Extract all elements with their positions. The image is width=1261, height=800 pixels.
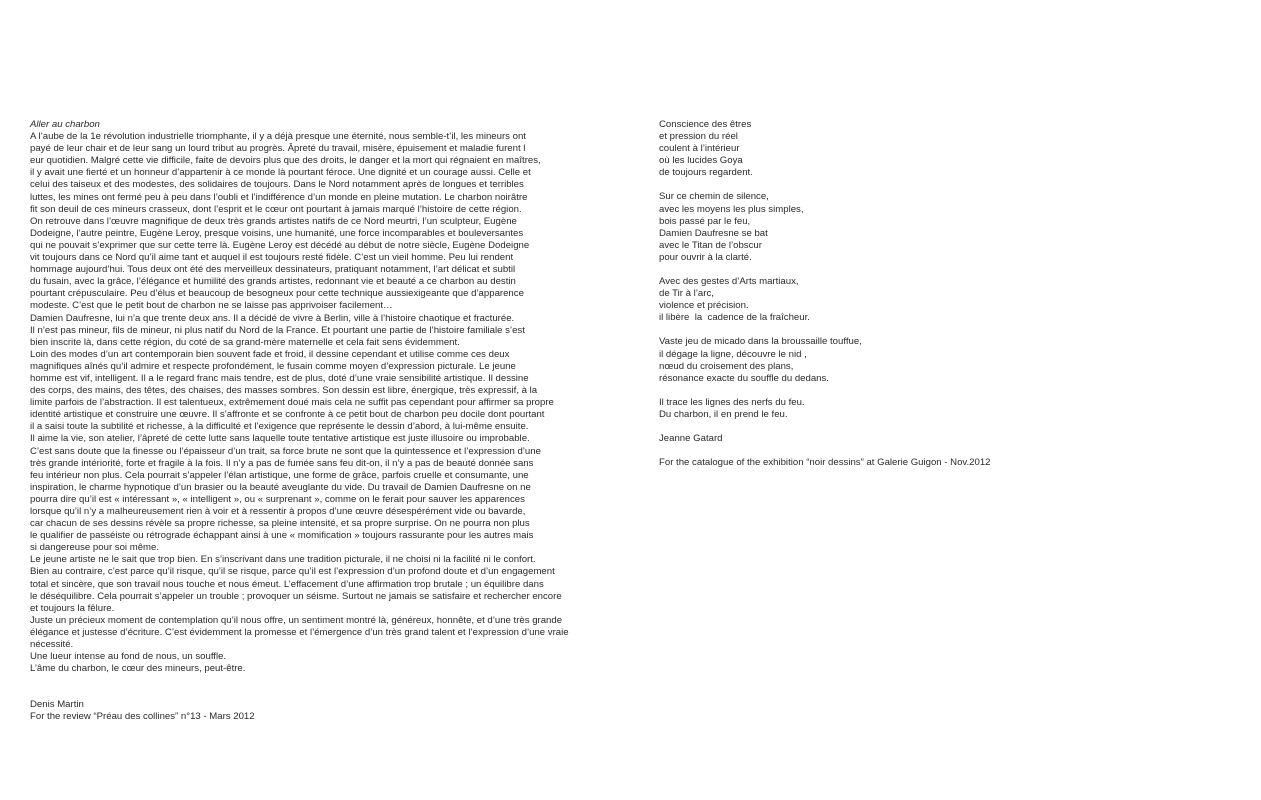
poem-source: For the catalogue of the exhibition “noir dessins” at Galerie Guigon - Nov.2012 bbox=[659, 457, 991, 469]
essay-line: bien inscrite là, dans cette région, du coté de sa grand-mère maternelle et cela fait sens évidemment. bbox=[30, 336, 460, 348]
essay-line: homme est vif, intelligent. Il a le regard franc mais tendre, est de plus, doté d’une vraie sensibilité artistique. Il dessine bbox=[30, 372, 529, 384]
essay-column bbox=[30, 119, 590, 724]
essay-line: Une lueur intense au fond de nous, un souffle. bbox=[30, 651, 227, 663]
essay-line: le déséquilibre. Cela pourrait s’appeler un trouble ; provoquer un séisme. Surtout ne jamais se satisfaire et rechercher encore bbox=[30, 590, 562, 602]
poem-column bbox=[659, 119, 1179, 469]
poem-author: Jeanne Gatard bbox=[659, 432, 723, 444]
essay-line: très grande intériorité, forte et fragile à la fois. Il n’y a pas de fumée sans feu dit-on, il n’y a pas de beauté donnée sans bbox=[30, 457, 534, 469]
essay-line: qui ne pouvait s’exprimer que sur cette terre là. Eugène Leroy est décédé au début de notre siècle, Eugène Dodeigne bbox=[30, 239, 530, 251]
poem-line: Du charbon, il en prend le feu. bbox=[659, 408, 788, 420]
essay-line: On retrouve dans l’œuvre magnifique de deux très grands artistes natifs de ce Nord meurtri, l’un sculpteur, Eugène bbox=[30, 215, 517, 227]
essay-line: total et sincère, que son travail nous touche et nous émeut. L’effacement d’une affirmation trop brutale ; un équilibre dans bbox=[30, 578, 544, 590]
poem-line: nœud du croisement des plans, bbox=[659, 360, 794, 372]
essay-line: Il n’est pas mineur, fils de mineur, ni plus natif du Nord de la France. Et pourtant une partie de l’histoire familiale s’est bbox=[30, 324, 525, 336]
essay-line: il y avait une fierté et un honneur d’appartenir à ce monde là pourtant féroce. Une dignité et un courage aussi. Celle et bbox=[30, 167, 531, 179]
poem-line: avec le Titan de l’obscur bbox=[659, 239, 762, 251]
poem-line: Vaste jeu de micado dans la broussaille touffue, bbox=[659, 336, 862, 348]
poem-line: avec les moyens les plus simples, bbox=[659, 203, 804, 215]
essay-line: limite parfois de l’abstraction. Il est talentueux, extrêmement doué mais cela ne suffit pas cependant pour affirmer sa propre bbox=[30, 397, 554, 409]
poem-line: pour ouvrir à la clarté. bbox=[659, 251, 752, 263]
essay-line: modeste. C’est que le petit bout de charbon ne se laisse pas apprivoiser facilement… bbox=[30, 300, 393, 312]
essay-line: feu intérieur non plus. Cela pourrait s’appeler l’élan artistique, une forme de grâce, parfois cruelle et consumante, une bbox=[30, 469, 529, 481]
essay-line: nécessité. bbox=[30, 639, 74, 651]
essay-line: eur quotidien. Malgré cette vie difficile, faite de devoirs plus que des droits, le danger et la mort qui régnaient en maîtres, bbox=[30, 155, 541, 167]
poem-stanza bbox=[659, 397, 1179, 421]
poem-line: Il trace les lignes des nerfs du feu. bbox=[659, 396, 805, 408]
essay-line: Damien Daufresne, lui n’a que trente deux ans. Il a décidé de vivre à Berlin, ville à l’histoire chaotique et fracturée. bbox=[30, 312, 515, 324]
poem-line: de toujours regardent. bbox=[659, 167, 753, 179]
essay-line: Loin des modes d’un art contemporain bien souvent fade et froid, il dessine cependant et utilise comme ces deux bbox=[30, 348, 510, 360]
essay-line: si dangereuse pour soi même. bbox=[30, 542, 160, 554]
essay-line: des corps, des mains, des têtes, des chaises, des masses sombres. Son dessin est libre, énergique, très expressif, à la bbox=[30, 385, 538, 397]
essay-line: il a saisi toute la subtilité et richesse, à la difficulté et l’exigence que représente le dessin d’abord, à lui-même ensuite. bbox=[30, 421, 529, 433]
essay-line: identité artistique et construire une œuvre. Il s’affronte et se confronte à ce petit bout de charbon peu docile dont pourtant bbox=[30, 409, 545, 421]
essay-line: pourra dire qu’il est « intéressant », « intelligent », ou « surprenant », comme on le ferait pour sauver les apparences bbox=[30, 493, 525, 505]
poem-line: Sur ce chemin de silence, bbox=[659, 191, 769, 203]
essay-line: Dodeigne, l’autre peintre, Eugène Leroy, presque voisins, une humanité, une force incomparables et bouleversantes bbox=[30, 227, 524, 239]
essay-line: A l’aube de la 1e révolution industrielle triomphante, il y a déjà presque une éternité, nous semble-t’il, les mineurs ont bbox=[30, 131, 526, 143]
essay-line: celui des taiseux et des modestes, des solidaires de toujours. Dans le Nord notamment après de longues et terribles bbox=[30, 179, 524, 191]
poem-line: coulent à l’intérieur bbox=[659, 143, 740, 155]
essay-title: Aller au charbon bbox=[30, 119, 100, 130]
essay-line: Il aime la vie, son atelier, l’âpreté de cette lutte sans laquelle toute tentative artistique est juste illusoire ou improbable. bbox=[30, 433, 530, 445]
essay-line: élégance et justesse d’écriture. C’est évidemment la promesse et l’émergence d’un très grand talent et l’expression d’une vraie bbox=[30, 626, 569, 638]
poem-line: violence et précision. bbox=[659, 300, 749, 312]
essay-body bbox=[30, 131, 590, 675]
essay-line: du fusain, avec la grâce, l’élégance et humilité des grands artistes, redonnant vie et beauté a ce charbon au destin bbox=[30, 276, 516, 288]
essay-line: hommage aujourd’hui. Tous deux ont été des merveilleux dessinateurs, pratiquant notamment, l’art délicat et subtil bbox=[30, 264, 516, 276]
essay-line: le qualifier de passéiste ou rétrograde échappant ainsi à une « momification » toujours rassurante pour les autres mais bbox=[30, 530, 534, 542]
poem-line: Avec des gestes d’Arts martiaux, bbox=[659, 276, 799, 288]
poem-line: et pression du réel bbox=[659, 131, 738, 143]
essay-line: C’est sans doute que la finesse ou l’épaisseur d’un trait, sa force brute ne sont que la quintessence et l’expression d’une bbox=[30, 445, 541, 457]
essay-line: pourtant crépusculaire. Peu d’élus et beaucoup de besogneux pour cette technique aussiexigeante que d’apparence bbox=[30, 288, 524, 300]
poem-line: il libère la cadence de la fraîcheur. bbox=[659, 312, 810, 324]
essay-line: inspiration, le charme hypnotique d’un brasier ou la beauté aveuglante du vide. Du travail de Damien Daufresne on ne bbox=[30, 481, 531, 493]
poem-line: résonance exacte du souffle du dedans. bbox=[659, 372, 829, 384]
poem-line: il dégage la ligne, découvre le nid , bbox=[659, 348, 807, 360]
essay-line: vit toujours dans ce Nord qu’il aime tant et auquel il est toujours resté fidèle. C’est un vieil homme. Peu lui rendent bbox=[30, 252, 514, 264]
essay-line: car chacun de ses dessins révèle sa propre richesse, sa pleine intensité, et sa propre surprise. On ne pourra non plus bbox=[30, 518, 530, 530]
essay-line: luttes, les mines ont fermé peu à peu dans l’oubli et l’indifférence d’un monde en pleine mutation. Le charbon noirâtre bbox=[30, 191, 528, 203]
poem-line: Conscience des êtres bbox=[659, 119, 752, 130]
essay-line: magnifiques aînés qu’il admire et respecte profondément, le fusain comme moyen d’expression picturale. Le jeune bbox=[30, 360, 516, 372]
essay-line: Bien au contraire, c’est parce qu’il risque, qu’il se risque, parce qu’il est l’expression d’un profond doute et d’un engagement bbox=[30, 566, 555, 578]
poem-line: de Tir à l’arc, bbox=[659, 288, 714, 300]
poem-body bbox=[659, 119, 1179, 421]
essay-line: payé de leur chair et de leur sang un lourd tribut au progrès. Âpreté du travail, misère, épuisement et maladie furent l bbox=[30, 143, 526, 155]
essay-author: Denis Martin bbox=[30, 699, 84, 711]
essay-line: Le jeune artiste ne le sait que trop bien. En s’inscrivant dans une tradition picturale, il ne choisi ni la facilité ni le confort. bbox=[30, 554, 536, 566]
poem-stanza bbox=[659, 191, 1179, 264]
poem-line: où les lucides Goya bbox=[659, 155, 743, 167]
poem-stanza bbox=[659, 119, 1179, 179]
essay-source: For the review “Préau des collines” n°13 - Mars 2012 bbox=[30, 711, 255, 723]
essay-line: fit son deuil de ces mineurs crasseux, dont l’esprit et le cœur ont pourtant à jamais marqué l’histoire de cette région. bbox=[30, 203, 522, 215]
essay-line: Juste un précieux moment de contemplation qu’il nous offre, un sentiment montré là, généreux, honnête, et d’une très grande bbox=[30, 614, 563, 626]
poem-stanza bbox=[659, 276, 1179, 324]
essay-line: lorsque qu’il n’y a malheureusement rien à voir et à ressentir à propos d’une œuvre désespérément vide ou bavarde, bbox=[30, 506, 526, 517]
poem-line: Damien Daufresne se bat bbox=[659, 227, 768, 239]
essay-line: L’âme du charbon, le cœur des mineurs, peut-être. bbox=[30, 663, 246, 675]
poem-line: bois passé par le feu, bbox=[659, 215, 751, 227]
essay-line: et toujours la fêlure. bbox=[30, 602, 115, 614]
poem-stanza bbox=[659, 336, 1179, 384]
